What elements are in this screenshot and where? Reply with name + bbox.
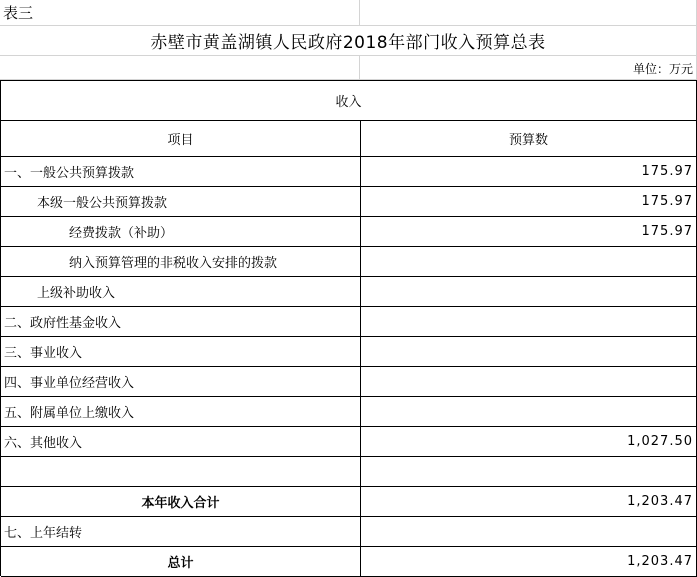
table-row <box>1 367 697 397</box>
row-amount[interactable] <box>361 367 697 397</box>
row-amount[interactable] <box>361 517 697 547</box>
row-amount[interactable] <box>361 307 697 337</box>
table-row <box>1 157 697 187</box>
column-header-row <box>1 121 697 157</box>
total-amount[interactable]: 1,203.47 <box>361 547 697 577</box>
row-item[interactable]: 纳入预算管理的非税收入安排的拨款 <box>1 247 361 277</box>
total-label[interactable]: 总计 <box>1 547 361 577</box>
row-amount[interactable] <box>361 457 697 487</box>
table-title[interactable]: 赤壁市黄盖湖镇人民政府2018年部门收入预算总表 <box>0 26 697 56</box>
table-row <box>1 217 697 247</box>
title-row <box>0 26 697 56</box>
row-amount[interactable] <box>361 337 697 367</box>
unit-row <box>0 56 697 80</box>
row-amount[interactable]: 175.97 <box>361 157 697 187</box>
empty-cell[interactable] <box>360 0 697 26</box>
row-amount[interactable] <box>361 277 697 307</box>
table-row <box>1 337 697 367</box>
row-amount[interactable]: 1,027.50 <box>361 427 697 457</box>
row-item[interactable]: 二、政府性基金收入 <box>1 307 361 337</box>
table-row <box>1 517 697 547</box>
total-row <box>1 547 697 577</box>
subtotal-label[interactable]: 本年收入合计 <box>1 487 361 517</box>
table-row <box>1 307 697 337</box>
sheet-label[interactable]: 表三 <box>0 0 360 26</box>
table-row <box>1 427 697 457</box>
column-header-item[interactable]: 项目 <box>1 121 361 157</box>
row-item[interactable] <box>1 457 361 487</box>
row-item[interactable]: 三、事业收入 <box>1 337 361 367</box>
unit-label[interactable]: 单位：万元 <box>360 56 697 80</box>
row-amount[interactable] <box>361 397 697 427</box>
row-item[interactable]: 四、事业单位经营收入 <box>1 367 361 397</box>
row-item[interactable]: 经费拨款（补助） <box>1 217 361 247</box>
row-amount[interactable]: 175.97 <box>361 187 697 217</box>
sheet-label-row <box>0 0 697 26</box>
table-row <box>1 247 697 277</box>
section-header-row <box>1 81 697 121</box>
table-row <box>1 397 697 427</box>
table-row <box>1 277 697 307</box>
row-item[interactable]: 七、上年结转 <box>1 517 361 547</box>
subtotal-amount[interactable]: 1,203.47 <box>361 487 697 517</box>
table-row <box>1 187 697 217</box>
column-header-amount[interactable]: 预算数 <box>361 121 697 157</box>
empty-cell[interactable] <box>0 56 360 80</box>
row-item[interactable]: 五、附属单位上缴收入 <box>1 397 361 427</box>
row-item[interactable]: 本级一般公共预算拨款 <box>1 187 361 217</box>
row-item[interactable]: 六、其他收入 <box>1 427 361 457</box>
row-amount[interactable]: 175.97 <box>361 217 697 247</box>
row-amount[interactable] <box>361 247 697 277</box>
row-item[interactable]: 上级补助收入 <box>1 277 361 307</box>
section-header[interactable]: 收入 <box>1 81 697 121</box>
income-budget-table <box>0 80 697 576</box>
table-row <box>1 457 697 487</box>
subtotal-row <box>1 487 697 517</box>
row-item[interactable]: 一、一般公共预算拨款 <box>1 157 361 187</box>
